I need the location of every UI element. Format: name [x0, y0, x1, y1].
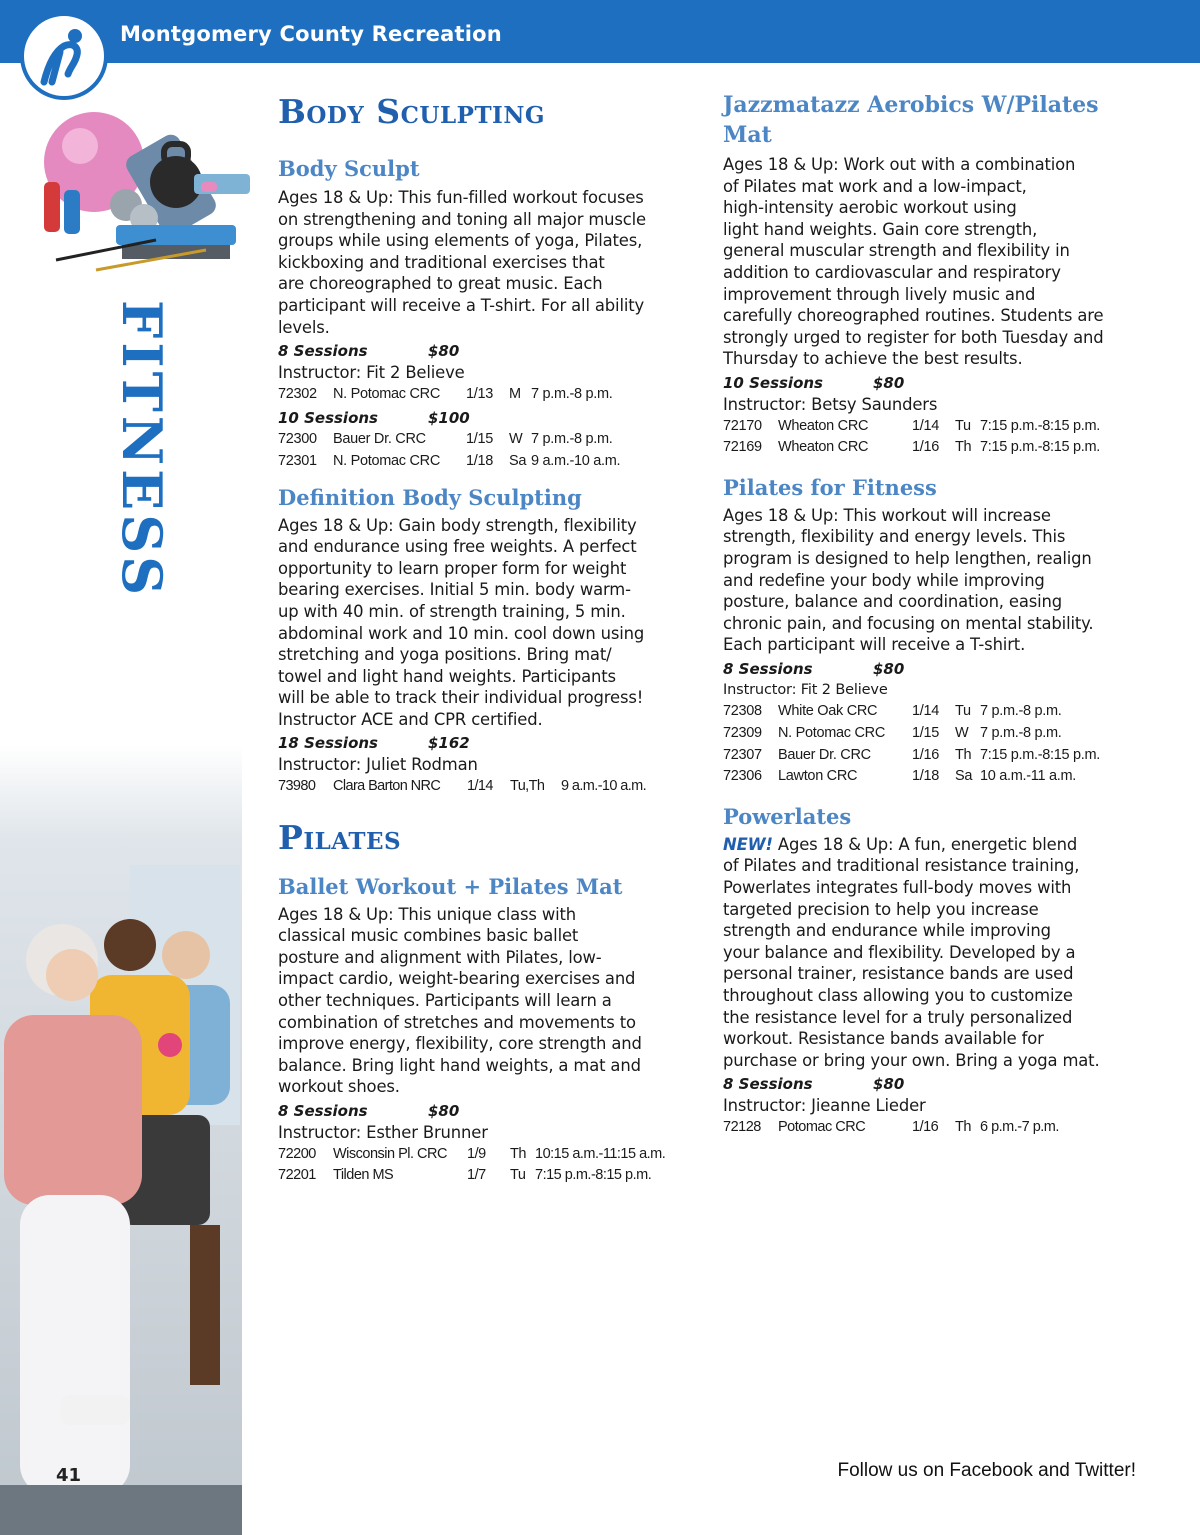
desc-line: workout shoes.: [278, 1077, 400, 1097]
desc-line: program is designed to help lengthen, realign: [723, 548, 1092, 568]
time: 7 p.m.-8 p.m.: [980, 725, 1062, 742]
time: 9 a.m.-10 a.m.: [531, 452, 621, 469]
sessions-line: [278, 732, 698, 754]
course-title-pilates-fitness: Pilates for Fitness: [723, 474, 937, 500]
location: Potomac CRC: [778, 1118, 866, 1135]
start-date: 1/15: [466, 431, 494, 448]
schedule-row: [723, 1117, 1143, 1139]
desc-line: Powerlates integrates full-body moves with: [723, 878, 1072, 898]
session-count: 8 Sessions: [278, 342, 368, 361]
day: Tu: [955, 703, 971, 720]
desc-line: kickboxing and traditional exercises that: [278, 252, 605, 272]
desc-line: balance. Bring light hand weights, a mat and: [278, 1055, 641, 1075]
schedule-row: [278, 384, 698, 406]
desc-line: addition to cardiovascular and respiratory: [723, 262, 1061, 282]
day: Th: [510, 1145, 526, 1162]
left-column: [278, 90, 698, 1187]
schedule-row: [723, 701, 1143, 723]
sessions-line: [723, 1073, 1143, 1095]
location: Bauer Dr. CRC: [333, 431, 426, 448]
location: N. Potomac CRC: [333, 452, 440, 469]
desc-line: other techniques. Participants will learn a: [278, 991, 612, 1011]
course-description: [723, 505, 1143, 656]
desc-line: strength and endurance while improving: [723, 921, 1051, 941]
desc-line: groups while using elements of yoga, Pilates,: [278, 231, 643, 251]
desc-line: posture and alignment with Pilates, low-: [278, 947, 602, 967]
desc-line: general muscular strength and flexibility in: [723, 241, 1070, 261]
course-number: 72307: [723, 746, 762, 763]
sessions-line: [723, 658, 1143, 680]
start-date: 1/16: [912, 1118, 939, 1135]
course-description: [723, 834, 1143, 1072]
location: Wheaton CRC: [778, 439, 869, 456]
desc-line: improve energy, flexibility, core strength and: [278, 1034, 642, 1054]
day: M: [509, 385, 521, 402]
time: 10 a.m.-11 a.m.: [980, 768, 1076, 785]
course-title-jazzmatazz: [723, 90, 1143, 150]
desc-line: on strengthening and toning all major muscle: [278, 209, 646, 229]
course-number: 72301: [278, 452, 317, 469]
footer-social-text: Follow us on Facebook and Twitter!: [837, 1460, 1136, 1481]
desc-line: and redefine your body while improving: [723, 570, 1045, 590]
page-number: 41: [56, 1465, 82, 1486]
day: W: [955, 725, 969, 742]
time: 7:15 p.m.-8:15 p.m.: [980, 417, 1101, 434]
mcr-logo-icon: [20, 12, 108, 100]
time: 7:15 p.m.-8:15 p.m.: [980, 746, 1101, 763]
course-number: 72308: [723, 703, 762, 720]
day: Tu: [955, 417, 971, 434]
day: Tu: [510, 1167, 526, 1184]
schedule-row: [278, 776, 698, 798]
desc-line: will be able to track their individual progress!: [278, 688, 644, 708]
course-title-ballet: Ballet Workout + Pilates Mat: [278, 873, 623, 899]
session-count: 8 Sessions: [723, 659, 813, 678]
time: 7:15 p.m.-8:15 p.m.: [535, 1167, 652, 1184]
desc-line: are choreographed to great music. Each: [278, 274, 603, 294]
session-count: 8 Sessions: [723, 1075, 813, 1094]
course-number: 72201: [278, 1167, 316, 1184]
desc-line: Each participant will receive a T-shirt.: [723, 635, 1026, 655]
desc-line: workout. Resistance bands available for: [723, 1029, 1044, 1049]
start-date: 1/14: [912, 417, 940, 434]
start-date: 1/9: [467, 1145, 486, 1162]
location: Bauer Dr. CRC: [778, 746, 871, 763]
course-title-body-sculpt: Body Sculpt: [278, 156, 420, 181]
price: $80: [873, 659, 905, 678]
day: Sa: [955, 768, 973, 785]
desc-line: purchase or bring your own. Bring a yoga mat.: [723, 1050, 1100, 1070]
course-number: 72300: [278, 431, 317, 448]
fitness-equipment-image: [36, 110, 268, 290]
time: 9 a.m.-10 a.m.: [561, 778, 647, 795]
desc-line: the resistance level for a truly personalized: [723, 1007, 1073, 1027]
desc-line: improvement through lively music and: [723, 284, 1036, 304]
course-title-line: Mat: [723, 122, 772, 148]
instructor: Instructor: Fit 2 Believe: [278, 363, 465, 383]
course-number: 72128: [723, 1118, 761, 1135]
desc-line: combination of stretches and movements to: [278, 1012, 636, 1032]
schedule-row: [278, 1144, 698, 1166]
course-number: 72169: [723, 439, 762, 456]
price: $80: [873, 1075, 905, 1094]
session-count: 18 Sessions: [278, 734, 378, 753]
header-bar: [0, 0, 1200, 63]
course-number: 72302: [278, 385, 317, 402]
start-date: 1/18: [912, 768, 940, 785]
instructor: Instructor: Fit 2 Believe: [723, 681, 888, 698]
section-title-pilates: Pilates: [278, 817, 402, 857]
desc-line: your balance and flexibility. Developed by a: [723, 942, 1076, 962]
desc-line: levels.: [278, 317, 330, 337]
day: Tu,Th: [510, 778, 545, 795]
time: 7 p.m.-8 p.m.: [531, 385, 613, 402]
price: $162: [428, 734, 470, 753]
desc-line: targeted precision to help you increase: [723, 899, 1039, 919]
schedule-row: [278, 1165, 698, 1187]
location: N. Potomac CRC: [778, 725, 885, 742]
desc-line: participant will receive a T-shirt. For all ability: [278, 295, 645, 315]
time: 7:15 p.m.-8:15 p.m.: [980, 439, 1101, 456]
schedule-row: [278, 451, 698, 473]
day: Th: [955, 746, 972, 763]
course-description: [278, 515, 698, 731]
time: 6 p.m.-7 p.m.: [980, 1118, 1059, 1135]
desc-line: Ages 18 & Up: This workout will increase: [723, 505, 1051, 525]
price: $80: [873, 373, 905, 392]
course-number: 72170: [723, 417, 762, 434]
desc-line: carefully choreographed routines. Students are: [723, 306, 1104, 326]
desc-line: posture, balance and coordination, easing: [723, 592, 1063, 612]
course-description: [278, 904, 698, 1098]
sessions-line: [278, 407, 698, 429]
desc-line: Ages 18 & Up: This unique class with: [278, 904, 577, 924]
workout-photo: [0, 745, 242, 1535]
header-title: Montgomery County Recreation: [120, 22, 502, 46]
schedule-row: [723, 723, 1143, 745]
desc-line: Thursday to achieve the best results.: [723, 349, 1023, 369]
desc-line: chronic pain, and focusing on mental stability.: [723, 613, 1094, 633]
sessions-line: [278, 340, 698, 362]
course-title-line: Jazzmatazz Aerobics W/Pilates: [723, 92, 1099, 118]
desc-line: bearing exercises. Initial 5 min. body warm-: [278, 580, 631, 600]
schedule-row: [723, 745, 1143, 767]
desc-line: Ages 18 & Up: This fun-filled workout focuses: [278, 188, 644, 207]
section-title-body-sculpting: Body Sculpting: [278, 92, 545, 131]
desc-line: light hand weights. Gain core strength,: [723, 219, 1038, 239]
desc-line: of Pilates mat work and a low-impact,: [723, 176, 1027, 196]
start-date: 1/13: [466, 385, 494, 402]
schedule-row: [723, 416, 1143, 438]
location: Lawton CRC: [778, 768, 858, 785]
time: 7 p.m.-8 p.m.: [531, 431, 613, 448]
desc-line: abdominal work and 10 min. cool down using: [278, 623, 645, 643]
start-date: 1/16: [912, 439, 940, 456]
instructor: Instructor: Jieanne Lieder: [723, 1096, 926, 1116]
day: Th: [955, 439, 972, 456]
schedule-row: [723, 766, 1143, 788]
start-date: 1/7: [467, 1167, 486, 1184]
day: Th: [955, 1118, 971, 1135]
new-badge: NEW!: [723, 834, 773, 854]
desc-line: up with 40 min. of strength training, 5 min.: [278, 601, 626, 621]
price: $100: [428, 409, 470, 428]
course-title-definition: Definition Body Sculpting: [278, 484, 582, 510]
price: $80: [428, 1102, 460, 1120]
desc-line: classical music combines basic ballet: [278, 926, 579, 946]
right-column: [723, 90, 1143, 1139]
course-number: 72309: [723, 725, 762, 742]
course-number: 73980: [278, 778, 316, 795]
desc-line: Ages 18 & Up: Gain body strength, flexibility: [278, 515, 637, 535]
course-number: 72200: [278, 1145, 316, 1162]
desc-line: Instructor ACE and CPR certified.: [278, 709, 543, 729]
start-date: 1/15: [912, 725, 940, 742]
start-date: 1/16: [912, 746, 940, 763]
desc-line: opportunity to learn proper form for weight: [278, 558, 627, 578]
start-date: 1/14: [467, 778, 493, 795]
desc-line: personal trainer, resistance bands are used: [723, 964, 1074, 984]
location: Tilden MS: [333, 1167, 394, 1184]
desc-line: throughout class allowing you to customize: [723, 986, 1073, 1005]
day: W: [509, 431, 523, 448]
sessions-line: [278, 1100, 698, 1122]
schedule-row: [278, 429, 698, 451]
time: 7 p.m.-8 p.m.: [980, 703, 1062, 720]
session-count: 10 Sessions: [278, 409, 378, 428]
desc-line: Ages 18 & Up: Work out with a combination: [723, 155, 1076, 174]
location: N. Potomac CRC: [333, 385, 440, 402]
course-title-powerlates: Powerlates: [723, 803, 852, 829]
fitness-side-heading: FITNESS: [110, 300, 174, 600]
day: Sa: [509, 452, 527, 469]
session-count: 10 Sessions: [723, 373, 823, 392]
instructor: Instructor: Juliet Rodman: [278, 755, 478, 775]
course-description: [278, 187, 698, 338]
course-description: [723, 154, 1143, 370]
start-date: 1/18: [466, 452, 494, 469]
session-count: 8 Sessions: [278, 1102, 368, 1120]
desc-line: strength, flexibility and energy levels. This: [723, 527, 1066, 547]
location: Clara Barton NRC: [333, 778, 441, 795]
instructor: Instructor: Betsy Saunders: [723, 394, 938, 414]
desc-line: and endurance using free weights. A perfect: [278, 537, 637, 557]
sessions-line: [723, 372, 1143, 394]
time: 10:15 a.m.-11:15 a.m.: [535, 1145, 666, 1162]
desc-line: of Pilates and traditional resistance training,: [723, 856, 1080, 876]
desc-line: impact cardio, weight-bearing exercises and: [278, 969, 636, 989]
desc-line: high-intensity aerobic workout using: [723, 198, 1017, 218]
start-date: 1/14: [912, 703, 940, 720]
course-number: 72306: [723, 768, 762, 785]
location: White Oak CRC: [778, 703, 878, 720]
desc-line: towel and light hand weights. Participants: [278, 666, 616, 686]
desc-line: strongly urged to register for both Tuesday and: [723, 327, 1104, 347]
desc-line: stretching and yoga positions. Bring mat/: [278, 645, 612, 665]
location: Wisconsin Pl. CRC: [333, 1145, 447, 1162]
location: Wheaton CRC: [778, 417, 869, 434]
desc-text: Ages 18 & Up: A fun, energetic blend: [772, 834, 1078, 854]
desc-line: [723, 834, 1143, 856]
schedule-row: [723, 437, 1143, 459]
price: $80: [428, 342, 460, 361]
instructor: Instructor: Esther Brunner: [278, 1123, 488, 1142]
